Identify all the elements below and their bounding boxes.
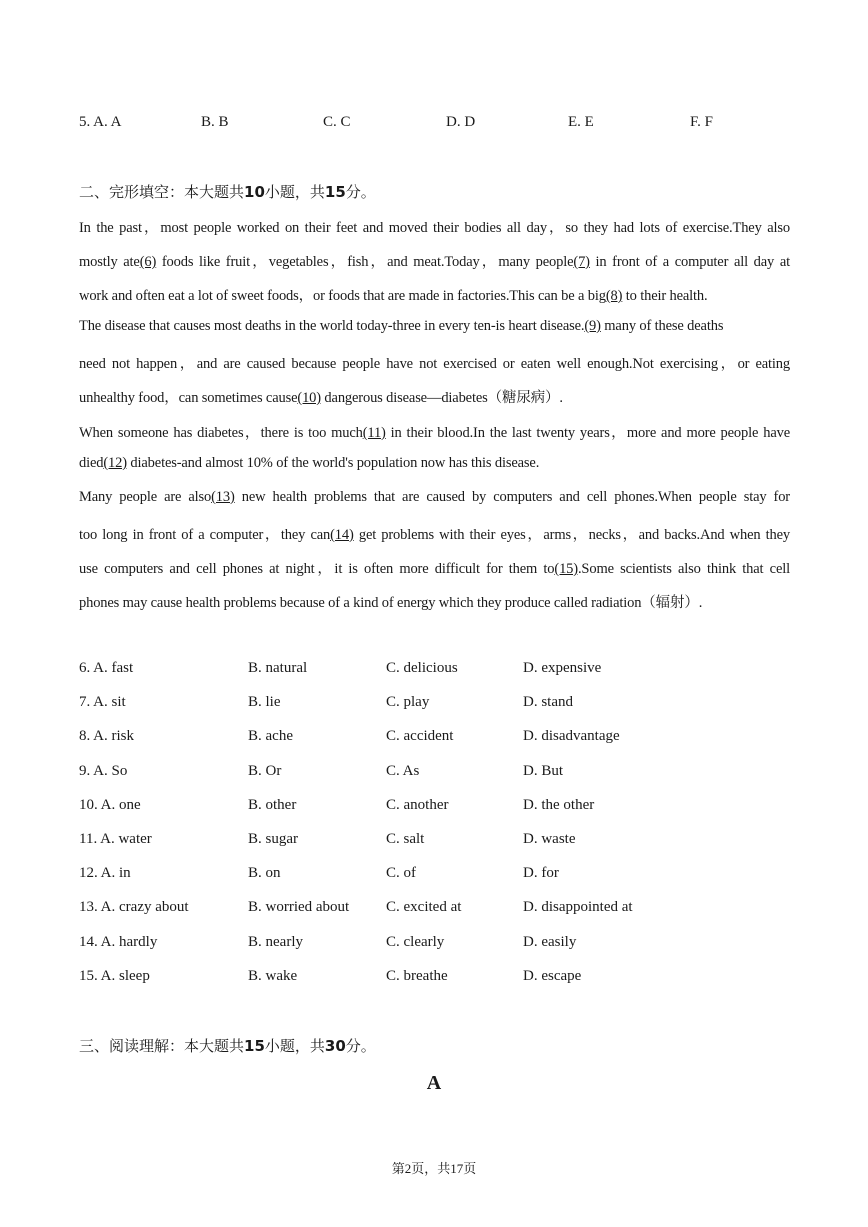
question-14-option-a: 14. A. hardly xyxy=(79,933,158,950)
question-8-option-b: B. ache xyxy=(248,728,293,745)
question-8-option-c: C. accident xyxy=(386,728,454,745)
question-11-option-a: 11. A. water xyxy=(79,831,152,847)
question-11-option-d: D. waste xyxy=(523,831,576,847)
passage-line: Many people are also(13) new health problems that are caused by computers and cell phones.When people stay for xyxy=(79,489,790,505)
question-15-option-a: 15. A. sleep xyxy=(79,967,150,984)
passage-line: The disease that causes most deaths in the world today-three in every ten-is heart disease.(9) many of these deaths xyxy=(79,318,724,334)
question-7-option-c: C. play xyxy=(386,694,430,711)
q5-option-b: B. B xyxy=(201,114,229,130)
q5-option-d: D. D xyxy=(446,114,476,130)
q5-option-c: C. C xyxy=(323,114,351,130)
question-6-option-b: B. natural xyxy=(248,660,308,676)
passage-line: mostly ate(6) foods like fruit，vegetables，fish，and meat.Today，many people(7) in front of a computer all day at xyxy=(79,254,790,270)
question-10-option-b: B. other xyxy=(248,796,297,813)
question-10-option-a: 10. A. one xyxy=(79,796,141,813)
passage-line: died(12) diabetes-and almost 10% of the world's population now has this disease. xyxy=(79,455,540,471)
section-2-title: 二、完形填空：本大题共10小题，共15分。 xyxy=(79,183,376,201)
question-11-option-c: C. salt xyxy=(386,831,425,847)
question-14-option-b: B. nearly xyxy=(248,933,303,950)
question-10-option-c: C. another xyxy=(386,796,449,813)
question-15-option-d: D. escape xyxy=(523,967,582,984)
question-7-option-b: B. lie xyxy=(248,694,281,711)
blank-9: (9) xyxy=(584,318,601,334)
question-9-option-b: B. Or xyxy=(248,762,282,779)
section-3-count: 15 xyxy=(244,1037,265,1055)
question-12-option-b: B. on xyxy=(248,865,281,882)
question-6-option-a: 6. A. fast xyxy=(79,660,134,676)
question-13-option-c: C. excited at xyxy=(386,899,462,916)
question-13-option-d: D. disappointed at xyxy=(523,899,633,916)
question-11-option-b: B. sugar xyxy=(248,831,298,847)
blank-14: (14) xyxy=(330,527,354,543)
section-2-score: 15 xyxy=(324,183,346,201)
question-14-option-d: D. easily xyxy=(523,933,577,950)
question-14-option-c: C. clearly xyxy=(386,933,445,950)
q5-option-f: F. F xyxy=(690,114,713,130)
q5-option-e: E. E xyxy=(568,114,594,130)
passage-line: When someone has diabetes，there is too much(11) in their blood.In the last twenty years，more and more people have xyxy=(79,425,790,441)
question-13-option-b: B. worried about xyxy=(248,899,350,916)
question-7-option-d: D. stand xyxy=(523,694,573,711)
question-15-option-b: B. wake xyxy=(248,967,298,984)
blank-11: (11) xyxy=(362,425,386,441)
question-12-option-d: D. for xyxy=(523,865,559,882)
question-6-option-c: C. delicious xyxy=(386,660,458,676)
question-9-option-a: 9. A. So xyxy=(79,762,128,779)
blank-6: (6) xyxy=(139,254,157,270)
section-3-score: 30 xyxy=(324,1037,346,1055)
passage-line: use computers and cell phones at night，it is often more difficult for them to(15).Some scientists also think that cell xyxy=(79,561,790,577)
question-12-option-a: 12. A. in xyxy=(79,865,131,882)
passage-line: work and often eat a lot of sweet foods，or foods that are made in factories.This can be a big(8) to their health. xyxy=(79,288,708,304)
question-8-option-d: D. disadvantage xyxy=(523,728,620,745)
question-6-option-d: D. expensive xyxy=(523,660,602,676)
question-7-option-a: 7. A. sit xyxy=(79,694,126,711)
question-15-option-c: C. breathe xyxy=(386,967,448,984)
blank-12: (12) xyxy=(103,455,127,471)
passage-line: need not happen，and are caused because people have not exercised or eaten well enough.Not exercising，or eating xyxy=(79,356,790,372)
blank-10: (10) xyxy=(297,390,321,406)
page-footer: 第2页，共17页 xyxy=(391,1161,477,1176)
blank-7: (7) xyxy=(573,254,590,270)
question-9-option-d: D. But xyxy=(523,762,564,779)
blank-13: (13) xyxy=(211,489,235,505)
section-2-count: 10 xyxy=(244,183,265,201)
question-8-option-a: 8. A. risk xyxy=(79,728,135,745)
passage-a-heading: A xyxy=(426,1072,442,1094)
question-13-option-a: 13. A. crazy about xyxy=(79,899,189,916)
section-3-title: 三、阅读理解：本大题共15小题，共30分。 xyxy=(79,1037,376,1055)
passage-line: too long in front of a computer，they can(14) get problems with their eyes，arms，necks，and backs.And when they xyxy=(79,527,791,543)
passage-line: phones may cause health problems because of a kind of energy which they produce called radiation（辐射）. xyxy=(79,595,703,611)
question-10-option-d: D. the other xyxy=(523,796,595,813)
passage-line: In the past，most people worked on their feet and moved their bodies all day，so they had lots of exercise.They also xyxy=(79,220,790,236)
blank-8: (8) xyxy=(605,288,623,304)
blank-15: (15) xyxy=(554,561,578,577)
passage-line: unhealthy food，can sometimes cause(10) dangerous disease—diabetes（糖尿病）. xyxy=(79,390,563,406)
q5-option-a: 5. A. A xyxy=(79,114,122,130)
question-12-option-c: C. of xyxy=(386,865,416,882)
question-9-option-c: C. As xyxy=(386,762,420,779)
